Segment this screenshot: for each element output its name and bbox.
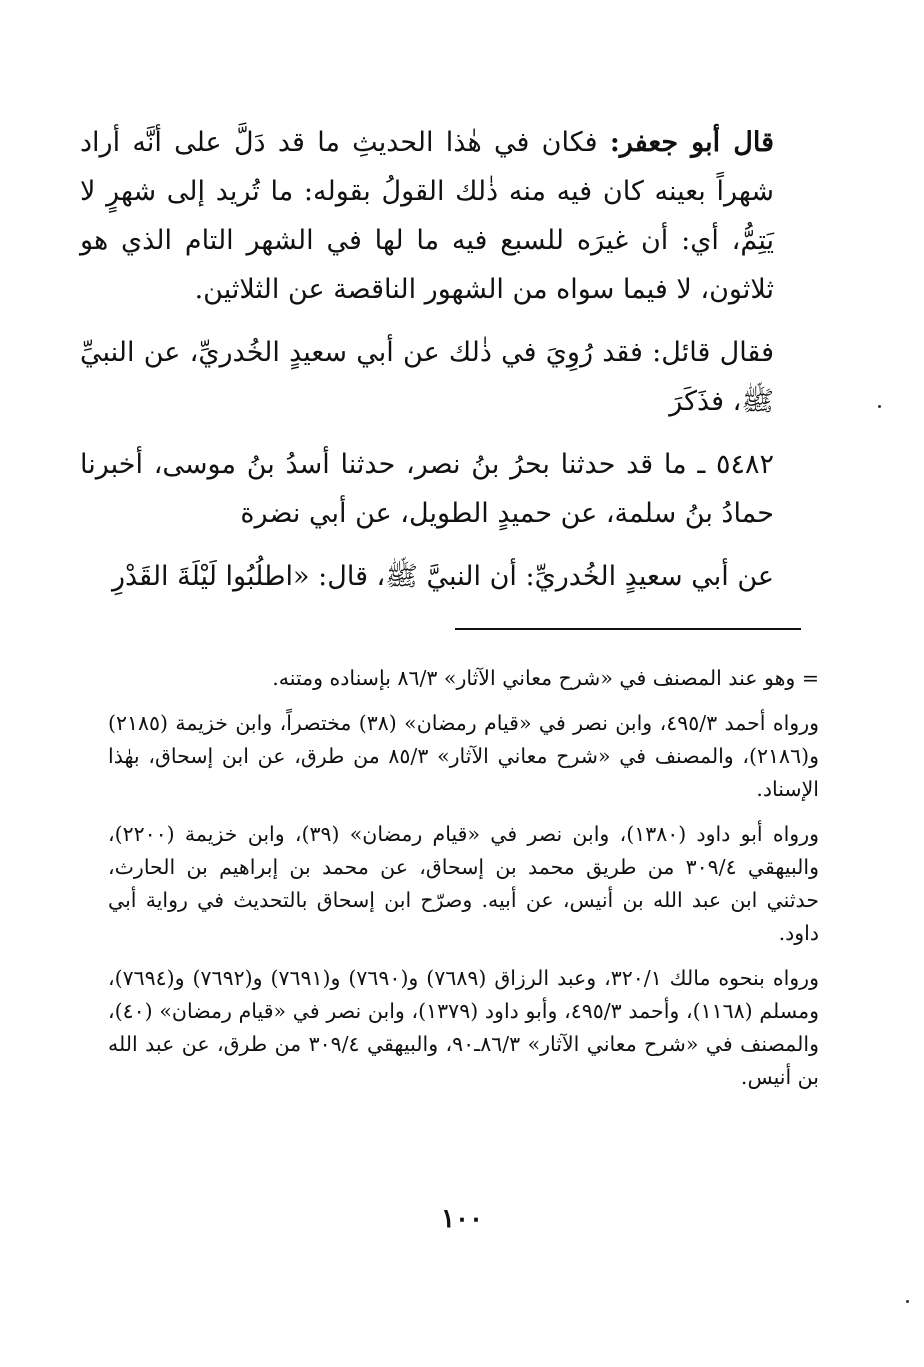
hadith-isnad: ٥٤٨٢ ـ ما قد حدثنا بحرُ بنُ نصر، حدثنا أسدُ بنُ موسى، أخبرنا حمادُ بنُ سلمة، عن حميدٍ الطويل، عن أبي نضرة	[80, 449, 774, 529]
scan-speck	[906, 1300, 909, 1303]
page-number: ١٠٠	[441, 1204, 483, 1234]
footnote-paragraph: ورواه بنحوه مالك ٣٢٠/١، وعبد الرزاق (٧٦٨٩) و(٧٦٩٠) و(٧٦٩١) و(٧٦٩٢) و(٧٦٩٤)، ومسلم (١١٦٨)، وأحمد ٤٩٥/٣، وأبو داود (١٣٧٩)، وابن نصر في «قيام رمضان» (٤٠)، والمصنف في «شرح معاني الآثار» ٨٦/٣ـ٩٠، والبيهقي ٣٠٩/٤ من طرق، عن عبد الله بن أنيس.	[108, 966, 819, 1089]
footnote-divider	[455, 628, 801, 630]
footnote-paragraph: ورواه أبو داود (١٣٨٠)، وابن نصر في «قيام رمضان» (٣٩)، وابن خزيمة (٢٢٠٠)، والبيهقي ٣٠٩/٤ من طريق محمد بن إسحاق، عن محمد بن إبراهيم بن الحارث، حدثني ابن عبد الله بن أنيس، عن أبيه. وصرّح ابن إسحاق بالتحديث في رواية أبي داود.	[108, 822, 819, 945]
paragraph-objection: فقال قائل: فقد رُوِيَ في ذٰلك عن أبي سعيدٍ الخُدريِّ، عن النبيِّ ﷺ، فذَكَرَ	[80, 337, 774, 417]
footnotes	[108, 662, 819, 1094]
footnote-continuation: = وهو عند المصنف في «شرح معاني الآثار» ٨٦/٣ بإسناده ومتنه.	[272, 666, 819, 690]
scan-speck	[878, 405, 881, 408]
paragraph-abu-jafar	[80, 118, 774, 314]
footnote-paragraph: ورواه أحمد ٤٩٥/٣، وابن نصر في «قيام رمضان» (٣٨) مختصراً، وابن خزيمة (٢١٨٥) و(٢١٨٦)، والمصنف في «شرح معاني الآثار» ٨٥/٣ من طرق، عن ابن إسحاق، بهٰذا الإسناد.	[108, 711, 819, 801]
paragraph-body: فكان في هٰذا الحديثِ ما قد دَلَّ على أنَّه أراد شهراً بعينه كان فيه منه ذٰلك القولُ بقوله: ما تُريد إلى شهرٍ لا يَتِمُّ، أي: أن غيرَه للسبع فيه ما لها في الشهر التام الذي هو ثلاثون، لا فيما سواه من الشهور الناقصة عن الثلاثين.	[80, 127, 774, 305]
speaker-label: قال أبو جعفر:	[609, 127, 774, 158]
hadith-matn: عن أبي سعيدٍ الخُدريِّ: أن النبيَّ ﷺ، قال: «اطلُبُوا لَيْلَةَ القَدْرِ	[111, 561, 774, 592]
main-text	[80, 118, 774, 601]
